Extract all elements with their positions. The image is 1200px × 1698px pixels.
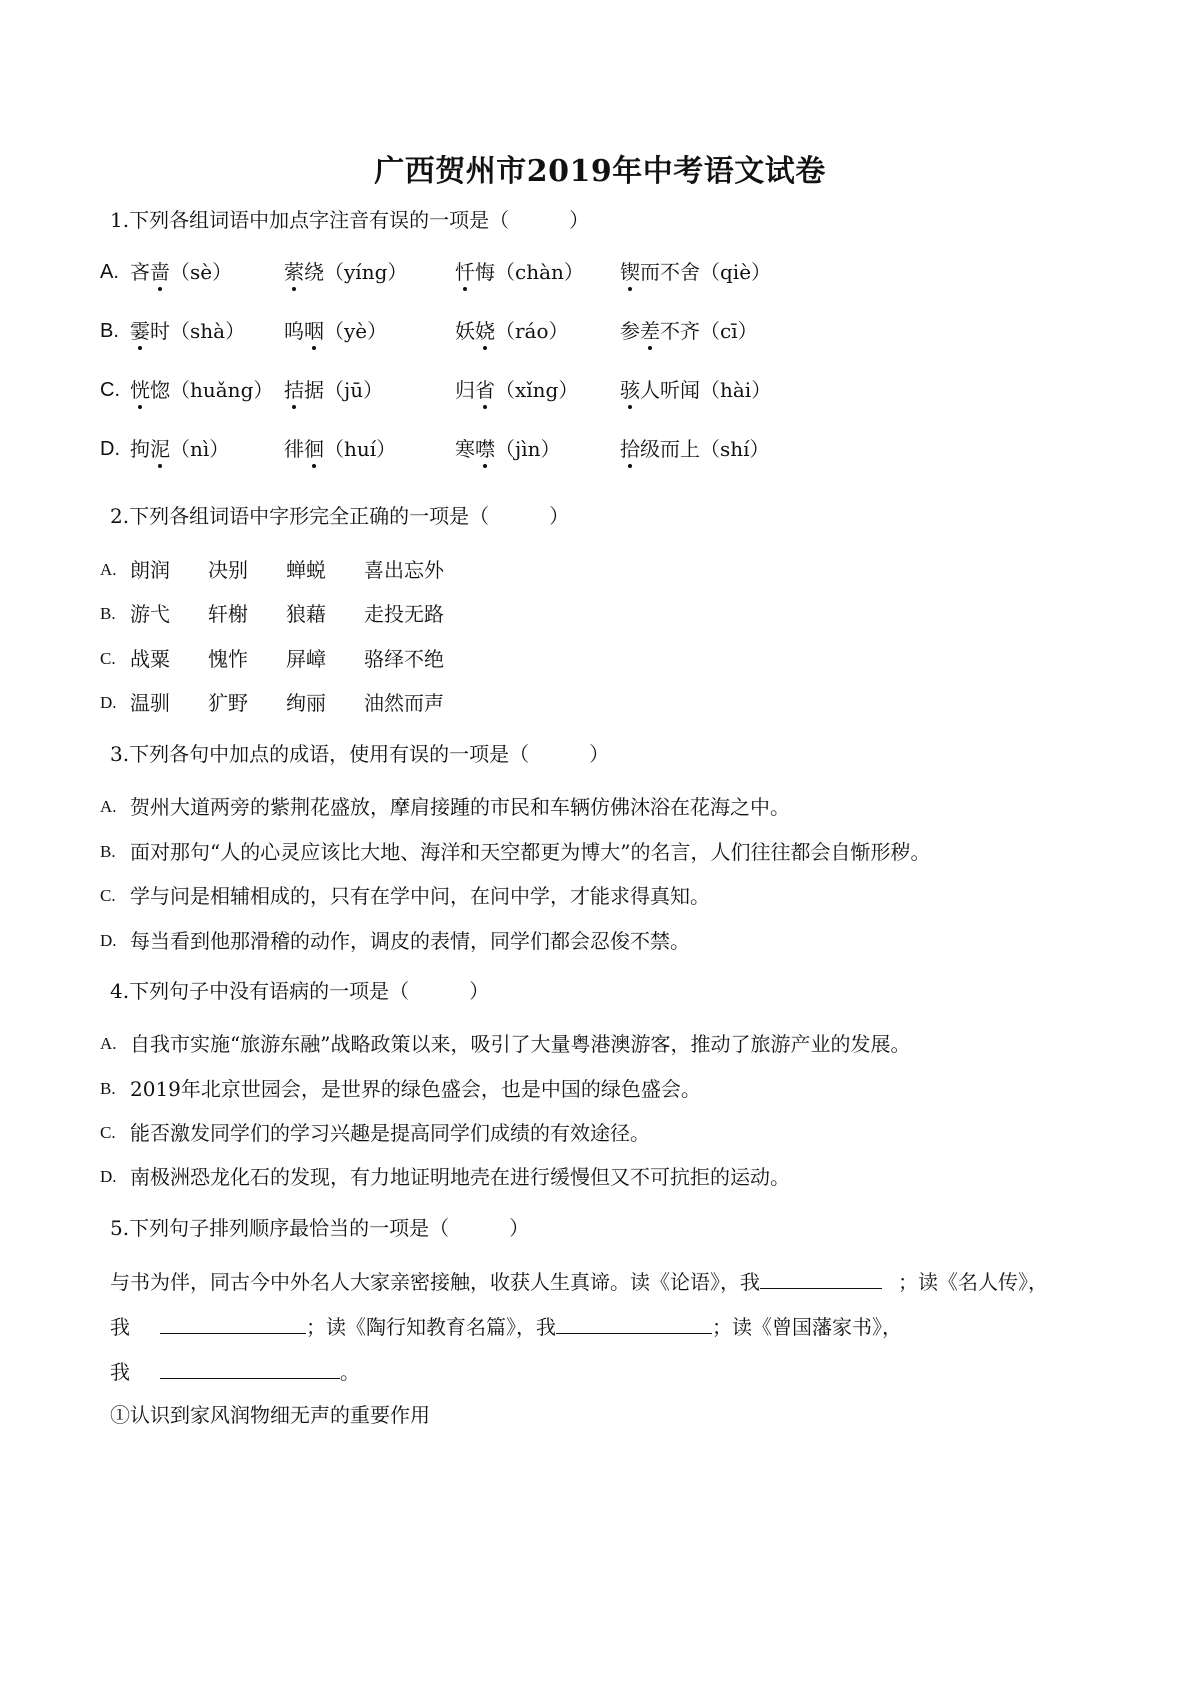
dotted-character: 恍 bbox=[130, 378, 150, 402]
option-text: 2019年北京世园会，是世界的绿色盛会，也是中国的绿色盛会。 bbox=[130, 1077, 701, 1101]
option-label: B. bbox=[100, 604, 116, 623]
option-word: 决别 bbox=[208, 558, 248, 582]
option-label: C. bbox=[100, 886, 116, 905]
pinyin: （huǎng） bbox=[170, 378, 274, 402]
pinyin: （qiè） bbox=[700, 260, 772, 284]
question-2-option-row bbox=[0, 556, 1200, 586]
option-item bbox=[130, 317, 245, 345]
option-label: B. bbox=[100, 1079, 116, 1098]
option-word: 屏嶂 bbox=[286, 647, 326, 671]
word-prefix: 拘 bbox=[130, 437, 150, 461]
pinyin: （sè） bbox=[170, 260, 233, 284]
word-suffix: 时 bbox=[150, 319, 170, 343]
question-4-stem: 4.下列句子中没有语病的一项是（ ） bbox=[110, 979, 490, 1003]
word-prefix: 寒 bbox=[455, 437, 475, 461]
word-prefix: 妖 bbox=[455, 319, 475, 343]
question-2-option-row bbox=[0, 689, 1200, 719]
question-3-option-row bbox=[0, 882, 1200, 912]
dotted-character: 差 bbox=[640, 319, 660, 343]
option-item bbox=[620, 317, 758, 345]
option-word: 绚丽 bbox=[286, 691, 326, 715]
answer-blank-1[interactable] bbox=[760, 1266, 882, 1289]
option-label: D. bbox=[100, 931, 117, 950]
option-word: 喜出忘外 bbox=[364, 558, 444, 582]
page-title: 广西贺州市2019年中考语文试卷 bbox=[374, 154, 826, 189]
question-5-passage-line-2: 我 ；读《陶行知教育名篇》，我 ；读《曾国藩家书》， bbox=[110, 1311, 902, 1341]
question-2-option-row bbox=[0, 600, 1200, 630]
answer-blank-3[interactable] bbox=[556, 1311, 712, 1334]
dotted-character: 泥 bbox=[150, 437, 170, 461]
option-label: B. bbox=[100, 842, 116, 861]
question-1-stem: 1.下列各组词语中加点字注音有误的一项是（ ） bbox=[110, 208, 590, 232]
option-item bbox=[455, 317, 569, 345]
option-label: A. bbox=[100, 261, 119, 283]
pinyin: （nì） bbox=[170, 437, 230, 461]
question-1-option-row bbox=[0, 258, 1200, 288]
pinyin: （cī） bbox=[700, 319, 758, 343]
option-word: 犷野 bbox=[208, 691, 248, 715]
question-4-option-row bbox=[0, 1163, 1200, 1193]
question-4-option-row bbox=[0, 1030, 1200, 1060]
question-1-option-row bbox=[0, 435, 1200, 465]
option-word: 轩榭 bbox=[208, 602, 248, 626]
pinyin: （huí） bbox=[324, 437, 397, 461]
option-label: C. bbox=[100, 1123, 116, 1142]
pinyin: （yíng） bbox=[324, 260, 408, 284]
pinyin: （shí） bbox=[700, 437, 770, 461]
question-4-option-row bbox=[0, 1075, 1200, 1105]
question-3-option-row bbox=[0, 793, 1200, 823]
question-5-passage-line-1: 与书为伴，同古今中外名人大家亲密接触，收获人生真谛。读《论语》，我 ；读《名人传》， bbox=[110, 1266, 1048, 1296]
option-text: 贺州大道两旁的紫荆花盛放，摩肩接踵的市民和车辆仿佛沐浴在花海之中。 bbox=[130, 795, 790, 819]
question-2-option-row bbox=[0, 645, 1200, 675]
dotted-character: 拾 bbox=[620, 437, 640, 461]
option-item bbox=[620, 435, 770, 463]
question-5-stem: 5.下列句子排列顺序最恰当的一项是（ ） bbox=[110, 1216, 530, 1240]
dotted-character: 忏 bbox=[455, 260, 475, 284]
dotted-character: 霎 bbox=[130, 319, 150, 343]
dotted-character: 拮 bbox=[284, 378, 304, 402]
option-label: A. bbox=[100, 797, 117, 816]
option-item bbox=[130, 435, 229, 463]
word-suffix: 不齐 bbox=[660, 319, 700, 343]
word-suffix: 惚 bbox=[150, 378, 170, 402]
pinyin: （ráo） bbox=[495, 319, 569, 343]
option-word: 油然而声 bbox=[364, 691, 444, 715]
word-suffix: 级而上 bbox=[640, 437, 700, 461]
option-item bbox=[455, 376, 578, 404]
option-word: 骆绎不绝 bbox=[364, 647, 444, 671]
word-suffix: 据 bbox=[304, 378, 324, 402]
option-label: D. bbox=[100, 438, 120, 460]
option-word: 朗润 bbox=[130, 558, 170, 582]
option-item bbox=[284, 435, 396, 463]
pinyin: （jìn） bbox=[495, 437, 561, 461]
answer-blank-2[interactable] bbox=[160, 1311, 306, 1334]
option-label: A. bbox=[100, 1034, 117, 1053]
question-1-option-row bbox=[0, 317, 1200, 347]
word-prefix: 吝 bbox=[130, 260, 150, 284]
word-prefix: 徘 bbox=[284, 437, 304, 461]
question-2-stem: 2.下列各组词语中字形完全正确的一项是（ ） bbox=[110, 504, 570, 528]
option-label: D. bbox=[100, 1167, 117, 1186]
dotted-character: 骇 bbox=[620, 378, 640, 402]
option-text: 南极洲恐龙化石的发现，有力地证明地壳在进行缓慢但又不可抗拒的运动。 bbox=[130, 1165, 790, 1189]
dotted-character: 啬 bbox=[150, 260, 170, 284]
option-label: B. bbox=[100, 320, 119, 342]
pinyin: （hài） bbox=[700, 378, 772, 402]
option-item bbox=[284, 376, 383, 404]
word-suffix: 悔 bbox=[475, 260, 495, 284]
dotted-character: 萦 bbox=[284, 260, 304, 284]
option-word: 狼藉 bbox=[286, 602, 326, 626]
word-suffix: 而不舍 bbox=[640, 260, 700, 284]
option-label: A. bbox=[100, 560, 117, 579]
pinyin: （chàn） bbox=[495, 260, 584, 284]
word-suffix: 人听闻 bbox=[640, 378, 700, 402]
option-item bbox=[284, 317, 387, 345]
question-5-item-1: ①认识到家风润物细无声的重要作用 bbox=[110, 1403, 430, 1427]
option-text: 每当看到他那滑稽的动作，调皮的表情，同学们都会忍俊不禁。 bbox=[130, 929, 690, 953]
option-text: 自我市实施“旅游东融”战略政策以来，吸引了大量粤港澳游客，推动了旅游产业的发展。 bbox=[130, 1032, 911, 1056]
dotted-character: 徊 bbox=[304, 437, 324, 461]
question-3-option-row bbox=[0, 838, 1200, 868]
option-item bbox=[620, 376, 771, 404]
option-item bbox=[455, 435, 560, 463]
word-prefix: 呜 bbox=[284, 319, 304, 343]
option-label: C. bbox=[100, 379, 120, 401]
option-label: D. bbox=[100, 693, 117, 712]
option-word: 蝉蜕 bbox=[286, 558, 326, 582]
question-4-option-row bbox=[0, 1119, 1200, 1149]
dotted-character: 噤 bbox=[475, 437, 495, 461]
option-item bbox=[130, 376, 273, 404]
option-item bbox=[284, 258, 407, 286]
pinyin: （xǐng） bbox=[495, 378, 579, 402]
dotted-character: 娆 bbox=[475, 319, 495, 343]
question-1-option-row bbox=[0, 376, 1200, 406]
option-item bbox=[455, 258, 584, 286]
answer-blank-4[interactable] bbox=[160, 1356, 340, 1379]
option-word: 游弋 bbox=[130, 602, 170, 626]
option-label: C. bbox=[100, 649, 116, 668]
option-item bbox=[620, 258, 771, 286]
option-word: 战粟 bbox=[130, 647, 170, 671]
question-3-stem: 3.下列各句中加点的成语，使用有误的一项是（ ） bbox=[110, 742, 610, 766]
option-word: 走投无路 bbox=[364, 602, 444, 626]
option-text: 学与问是相辅相成的，只有在学中问，在问中学，才能求得真知。 bbox=[130, 884, 710, 908]
dotted-character: 咽 bbox=[304, 319, 324, 343]
word-prefix: 参 bbox=[620, 319, 640, 343]
pinyin: （shà） bbox=[170, 319, 246, 343]
dotted-character: 省 bbox=[475, 378, 495, 402]
option-word: 温驯 bbox=[130, 691, 170, 715]
pinyin: （yè） bbox=[324, 319, 388, 343]
word-suffix: 绕 bbox=[304, 260, 324, 284]
question-5-passage-line-3: 我 。 bbox=[110, 1356, 360, 1386]
option-item bbox=[130, 258, 232, 286]
pinyin: （jū） bbox=[324, 378, 384, 402]
question-3-option-row bbox=[0, 927, 1200, 957]
option-text: 面对那句“人的心灵应该比大地、海洋和天空都更为博大”的名言，人们往往都会自惭形秽。 bbox=[130, 840, 931, 864]
option-text: 能否激发同学们的学习兴趣是提高同学们成绩的有效途径。 bbox=[130, 1121, 650, 1145]
dotted-character: 锲 bbox=[620, 260, 640, 284]
option-word: 愧怍 bbox=[208, 647, 248, 671]
word-prefix: 归 bbox=[455, 378, 475, 402]
